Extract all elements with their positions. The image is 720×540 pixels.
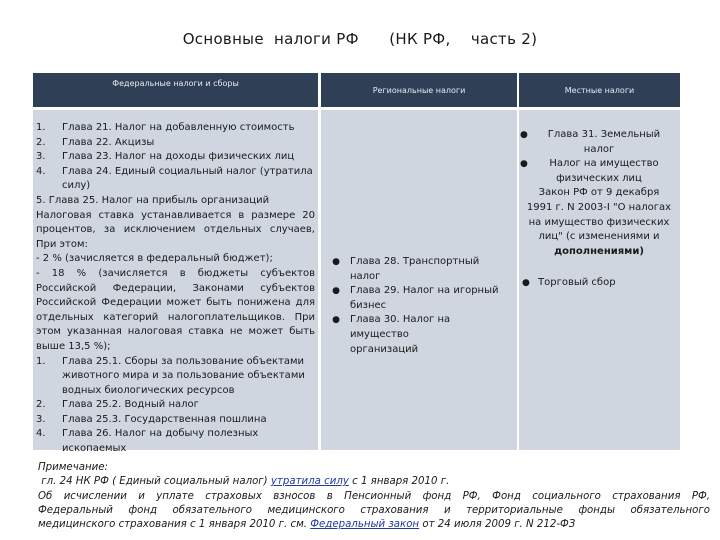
text-line: выше 13,5 %);	[36, 340, 111, 352]
list-item-continuation: физических лиц	[556, 172, 642, 184]
footnote-line: Об исчислении и уплате страховых взносов в Пенсионный фонд РФ, Фонд социального страхования РФ,	[38, 490, 710, 502]
rate-line: - 2 % (зачисляется в федеральный бюджет);	[36, 253, 273, 265]
footnote	[38, 461, 710, 532]
list-item: ● Торговый сбор	[520, 276, 678, 291]
bullet-icon: ●	[332, 286, 340, 297]
header-local	[519, 73, 680, 107]
header-federal	[33, 73, 318, 107]
list-item: ● Глава 28. Транспортный налог	[322, 255, 512, 284]
text-line: При этом:	[36, 238, 88, 250]
list-item-continuation: животного мира и за пользование объектами	[62, 370, 305, 382]
text-line: этом указанная налоговая ставка не может быть	[36, 326, 315, 338]
list-item-continuation: ископаемых	[62, 443, 127, 455]
list-item-continuation: налог	[583, 143, 615, 155]
list-item: 3. Глава 23. Налог на доходы физических лиц	[36, 151, 295, 163]
list-item: 4. Глава 26. Налог на добычу полезных	[36, 428, 259, 440]
law-link[interactable]: Федеральный закон	[310, 519, 420, 531]
law-reference: на имущество физических	[528, 216, 670, 228]
footnote-link[interactable]: утратила силу	[270, 476, 349, 488]
page-title: Основные налоги РФ (НК РФ, часть 2)	[182, 30, 538, 48]
bullet-icon: ●	[522, 278, 530, 289]
text-line: отдельных категорий налогоплательщиков. При	[36, 311, 315, 323]
list-item: ● Глава 31. Земельный	[520, 128, 678, 143]
bullet-icon: ●	[332, 257, 340, 267]
text-line: Российской Федерации может быть понижена для	[36, 297, 315, 309]
law-reference: Закон РФ от 9 декабря	[538, 187, 660, 199]
header-regional	[321, 73, 517, 107]
rate-line: - 18 % (зачисляется в бюджеты субъектов	[36, 267, 315, 279]
federal-tax-list	[36, 121, 315, 457]
list-item: 2. Глава 22. Акцизы	[36, 136, 155, 148]
list-item: 3. Глава 25.3. Государственная пошлина	[36, 413, 267, 425]
law-reference: лиц" (с изменениями и	[538, 231, 660, 243]
footnote-line: Федеральный фонд обязательного медицинского страхования и территориальные фонды обязательного	[38, 504, 710, 516]
list-item-continuation: водных биологических ресурсов	[62, 384, 235, 396]
regional-tax-list	[322, 255, 512, 357]
list-item-continuation: силу)	[62, 180, 91, 192]
header-regional-label: Региональные налоги	[372, 85, 466, 95]
list-item: 1. Глава 21. Налог на добавленную стоимость	[36, 122, 295, 133]
list-item: 1. Глава 25.1. Сборы за пользование объектами	[36, 355, 305, 367]
header-federal-label: Федеральные налоги и сборы	[112, 79, 239, 88]
bullet-icon: ●	[520, 159, 528, 170]
list-item: ● Глава 29. Налог на игорный бизнес	[322, 284, 512, 313]
footnote-line: медицинского страхования с 1 января 2010 г. см. Федеральный закон от 24 июля 2009 г. N 212-ФЗ	[38, 519, 576, 531]
list-item: 4. Глава 24. Единый социальный налог (утратила	[36, 165, 313, 177]
list-item: 5. Глава 25. Налог на прибыль организаций	[36, 194, 270, 206]
bullet-icon: ●	[520, 130, 528, 140]
footnote-line: гл. 24 НК РФ ( Единый социальный налог) утратила силу с 1 января 2010 г.	[41, 476, 450, 488]
local-tax-list	[520, 128, 678, 291]
bullet-icon: ●	[332, 315, 340, 326]
text-line: Российской Федерации, Законами субъектов	[36, 282, 315, 294]
list-item: ● Налог на имущество	[520, 157, 678, 172]
text-line: процентов, за исключением отдельных случаев,	[36, 224, 315, 236]
footnote-label: Примечание:	[38, 462, 108, 473]
law-reference: 1991 г. N 2003-I "О налогах	[526, 201, 672, 213]
list-item: 2. Глава 25.2. Водный налог	[36, 399, 199, 411]
text-line: Налоговая ставка устанавливается в размере 20	[36, 209, 315, 221]
law-reference: дополнениями)	[554, 245, 644, 257]
header-local-label: Местные налоги	[564, 85, 635, 95]
list-item: ● Глава 30. Налог на имущество организаций	[322, 313, 512, 357]
